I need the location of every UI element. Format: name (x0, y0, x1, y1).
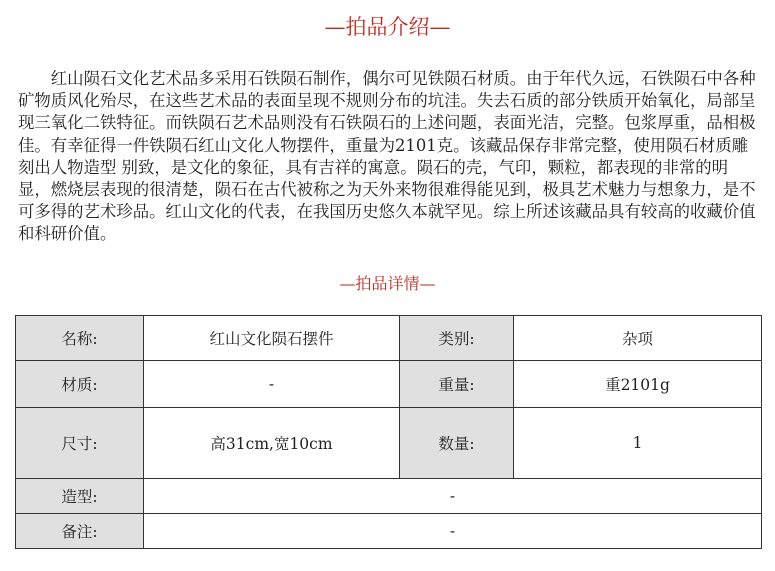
intro-paragraph: 红山陨石文化艺术品多采用石铁陨石制作，偶尔可见铁陨石材质。由于年代久远，石铁陨石中各种矿物质风化殆尽，在这些艺术品的表面呈现不规则分布的坑洼。失去石质的部分铁质开始氧化，局部呈现三氧化二铁特征。而铁陨石艺术品则没有石铁陨石的上述问题，表面光洁，完整。包浆厚重，品相极佳。有幸征得一件铁陨石红山文化人物摆件，重量为2101克。该藏品保存非常完整，使用陨石材质雕刻出人物造型 别致，是文化的象征，具有吉祥的寓意。陨石的壳，气印，颗粒，都表现的非常的明显，燃烧层表现的很清楚，陨石在古代被称之为天外来物很难得能见到，极具艺术魅力与想象力，是不可多得的艺术珍品。红山文化的代表，在我国历史悠久本就罕见。综上所述该藏品具有较高的收藏价值和科研价值。 (18, 69, 756, 244)
material-value: - (144, 361, 400, 408)
material-label: 材质: (16, 361, 144, 408)
category-value: 杂项 (514, 316, 762, 361)
name-value: 红山文化陨石摆件 (144, 316, 400, 361)
section-title-details: —拍品详情— (339, 274, 436, 293)
weight-value: 重2101g (514, 361, 762, 408)
name-label: 名称: (16, 316, 144, 361)
quantity-value: 1 (514, 408, 762, 479)
section-title-intro: —拍品介绍— (324, 15, 451, 39)
details-table (15, 315, 762, 549)
remarks-value: - (144, 514, 762, 549)
table-row (16, 514, 762, 549)
category-label: 类别: (400, 316, 514, 361)
weight-label: 重量: (400, 361, 514, 408)
table-row (16, 316, 762, 361)
size-value: 高31cm,宽10cm (144, 408, 400, 479)
remarks-label: 备注: (16, 514, 144, 549)
table-row (16, 408, 762, 479)
table-row (16, 361, 762, 408)
shape-value: - (144, 479, 762, 514)
size-label: 尺寸: (16, 408, 144, 479)
quantity-label: 数量: (400, 408, 514, 479)
shape-label: 造型: (16, 479, 144, 514)
table-row (16, 479, 762, 514)
